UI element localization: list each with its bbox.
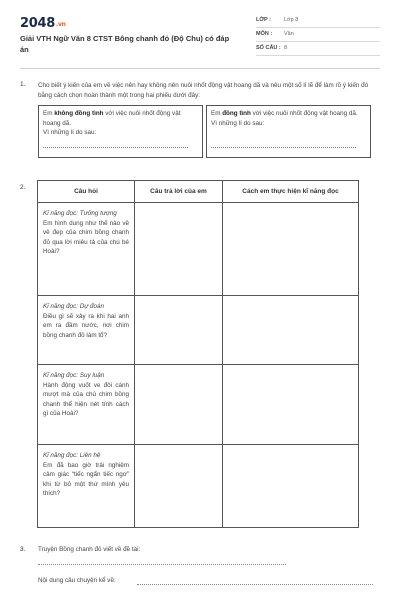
answer-line[interactable]	[137, 584, 373, 585]
meta-question-count: SỐ CÂU : 8	[256, 42, 380, 56]
meta-subject: MÔN : Văn	[256, 28, 380, 42]
table-row	[38, 365, 359, 445]
q2-number: 2.	[20, 184, 26, 191]
answer-cell[interactable]	[135, 445, 223, 528]
answer-line[interactable]	[38, 564, 286, 565]
page-header	[0, 0, 400, 66]
reading-skill-table	[37, 180, 359, 528]
col-header-answer: Câu trả lời của em	[135, 181, 223, 203]
col-header-question: Câu hỏi	[38, 181, 135, 203]
q1-option-disagree[interactable]: Em không đồng tình với việc nuôi nhốt động vật hoang dã. Vì những lí do sau:	[38, 105, 203, 158]
method-cell[interactable]	[223, 365, 359, 445]
q1-text: Cho biết ý kiến của em về việc nên hay không nên nuôi nhốt động vật hoang dã và nêu một số lí lẽ để làm rõ ý kiến đó bằng cách chọn hoàn thành một trong hai phiếu dưới đây:	[38, 82, 369, 99]
table-row	[38, 445, 359, 528]
q3-number: 3.	[20, 546, 26, 553]
q1-number: 1.	[20, 81, 26, 88]
answer-line[interactable]	[43, 147, 188, 148]
answer-cell[interactable]	[135, 296, 223, 365]
q3-topic-label: Truyện Bồng chanh đỏ viết về đề tài:	[38, 546, 141, 553]
table-header-row	[38, 181, 359, 203]
question-cell: Kĩ năng đọc: Liên hệ Em đã bao giờ trải nghiệm cảm giác “tiếc ngẩn tiếc ngơ” khi từ bỏ một thứ mình yêu thích?	[38, 445, 135, 528]
col-header-method: Cách em thực hiện kĩ năng đọc	[223, 181, 359, 203]
method-cell[interactable]	[223, 203, 359, 296]
site-logo[interactable]: 2048.vn	[20, 16, 66, 31]
document-title: Giải VTH Ngữ Văn 8 CTST Bông chanh đỏ (Độ Chu) có đáp án	[20, 34, 230, 54]
answer-cell[interactable]	[135, 365, 223, 445]
header-divider	[20, 68, 380, 69]
table-row	[38, 296, 359, 365]
table-row	[38, 203, 359, 296]
method-cell[interactable]	[223, 445, 359, 528]
answer-line[interactable]	[211, 147, 356, 148]
q3-content-label: Nội dung câu chuyện kể về:	[38, 577, 116, 584]
question-cell: Kĩ năng đọc: Tưởng tượng Em hình dung như thế nào về vẻ đẹp của chim bồng chanh đỏ qua lời miêu tả của chú bé Hoài?	[38, 203, 135, 296]
question-cell: Kĩ năng đọc: Dự đoán Điều gì sẽ xảy ra khi hai anh em ra đầm nước, nơi chim bồng chanh đỏ làm tổ?	[38, 296, 135, 365]
question-cell: Kĩ năng đọc: Suy luận Hành động vuốt ve đôi cánh mượt mà của chú chim bồng chanh thể hiện nét tính cách gì của Hoài?	[38, 365, 135, 445]
answer-cell[interactable]	[135, 203, 223, 296]
meta-class: LỚP : Lớp 8	[256, 14, 380, 28]
q1-option-agree[interactable]: Em đồng tình với việc nuôi nhốt động vật hoang dã. Vì những lí do sau:	[206, 105, 371, 158]
method-cell[interactable]	[223, 296, 359, 365]
